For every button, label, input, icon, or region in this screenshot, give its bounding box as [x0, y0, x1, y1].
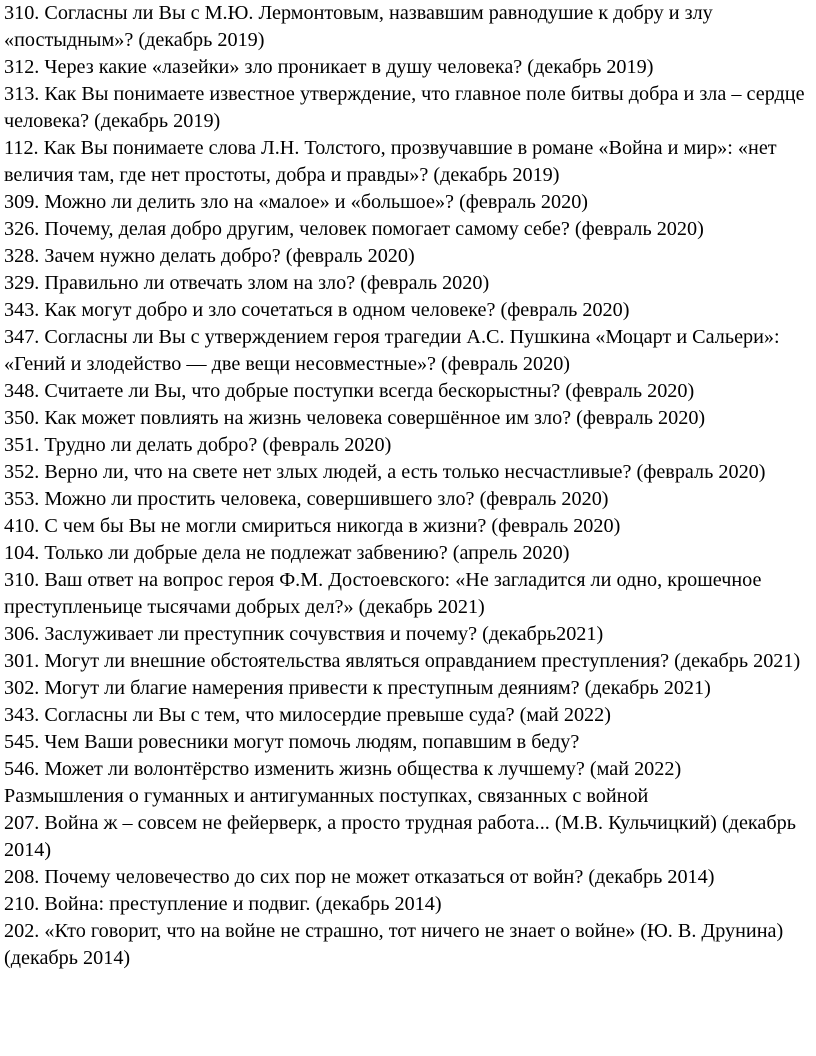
list-item: 208. Почему человечество до сих пор не может отказаться от войн? (декабрь 2014): [4, 866, 715, 888]
list-item: 328. Зачем нужно делать добро? (февраль 2020): [4, 245, 415, 267]
list-item: 202. «Кто говорит, что на войне не страшно, тот ничего не знает о войне» (Ю. В. Друнина) (декабрь 2014): [4, 920, 784, 969]
list-item: 348. Считаете ли Вы, что добрые поступки всегда бескорыстны? (февраль 2020): [4, 380, 695, 402]
list-item: 301. Могут ли внешние обстоятельства являться оправданием преступления? (декабрь 2021): [4, 650, 801, 672]
list-item: 310. Согласны ли Вы с М.Ю. Лермонтовым, назвавшим равнодушие к добру и злу «постыдным»? (декабрь 2019): [4, 2, 713, 51]
list-item: 309. Можно ли делить зло на «малое» и «большое»? (февраль 2020): [4, 191, 589, 213]
list-item: 104. Только ли добрые дела не подлежат забвению? (апрель 2020): [4, 542, 570, 564]
list-item: 350. Как может повлиять на жизнь человека совершённое им зло? (февраль 2020): [4, 407, 706, 429]
list-item: 313. Как Вы понимаете известное утверждение, что главное поле битвы добра и зла – сердце человека? (декабрь 2019): [4, 83, 805, 132]
list-item: 546. Может ли волонтёрство изменить жизнь общества к лучшему? (май 2022): [4, 758, 682, 780]
list-item: 351. Трудно ли делать добро? (февраль 2020): [4, 434, 392, 456]
list-item: 353. Можно ли простить человека, совершившего зло? (февраль 2020): [4, 488, 609, 510]
list-item: 545. Чем Ваши ровесники могут помочь людям, попавшим в беду?: [4, 731, 580, 753]
list-item: 207. Война ж – совсем не фейерверк, а просто трудная работа... (М.В. Кульчицкий) (декабрь 2014): [4, 812, 796, 861]
section-heading: Размышления о гуманных и антигуманных поступках, связанных с войной: [4, 785, 649, 807]
list-item: 326. Почему, делая добро другим, человек помогает самому себе? (февраль 2020): [4, 218, 704, 240]
list-item: 302. Могут ли благие намерения привести к преступным деяниям? (декабрь 2021): [4, 677, 711, 699]
list-item: 210. Война: преступление и подвиг. (декабрь 2014): [4, 893, 442, 915]
list-item: 329. Правильно ли отвечать злом на зло? (февраль 2020): [4, 272, 490, 294]
list-item: 343. Как могут добро и зло сочетаться в одном человеке? (февраль 2020): [4, 299, 630, 321]
list-item: 343. Согласны ли Вы с тем, что милосердие превыше суда? (май 2022): [4, 704, 611, 726]
list-item: 352. Верно ли, что на свете нет злых людей, а есть только несчастливые? (февраль 2020): [4, 461, 766, 483]
list-item: 112. Как Вы понимаете слова Л.Н. Толстого, прозвучавшие в романе «Война и мир»: «нет величия там, где нет простоты, добра и правды»? (декабрь 2019): [4, 137, 777, 186]
list-item: 306. Заслуживает ли преступник сочувствия и почему? (декабрь2021): [4, 623, 604, 645]
list-item: 312. Через какие «лазейки» зло проникает в душу человека? (декабрь 2019): [4, 56, 654, 78]
list-item: 310. Ваш ответ на вопрос героя Ф.М. Достоевского: «Не загладится ли одно, крошечное преступленьице тысячами добрых дел?» (декабрь 2021): [4, 569, 762, 618]
list-item: 347. Согласны ли Вы с утверждением героя трагедии А.С. Пушкина «Моцарт и Сальери»: «Гений и злодейство — две вещи несовместные»? (февраль 2020): [4, 326, 780, 375]
list-item: 410. С чем бы Вы не могли смириться никогда в жизни? (февраль 2020): [4, 515, 621, 537]
